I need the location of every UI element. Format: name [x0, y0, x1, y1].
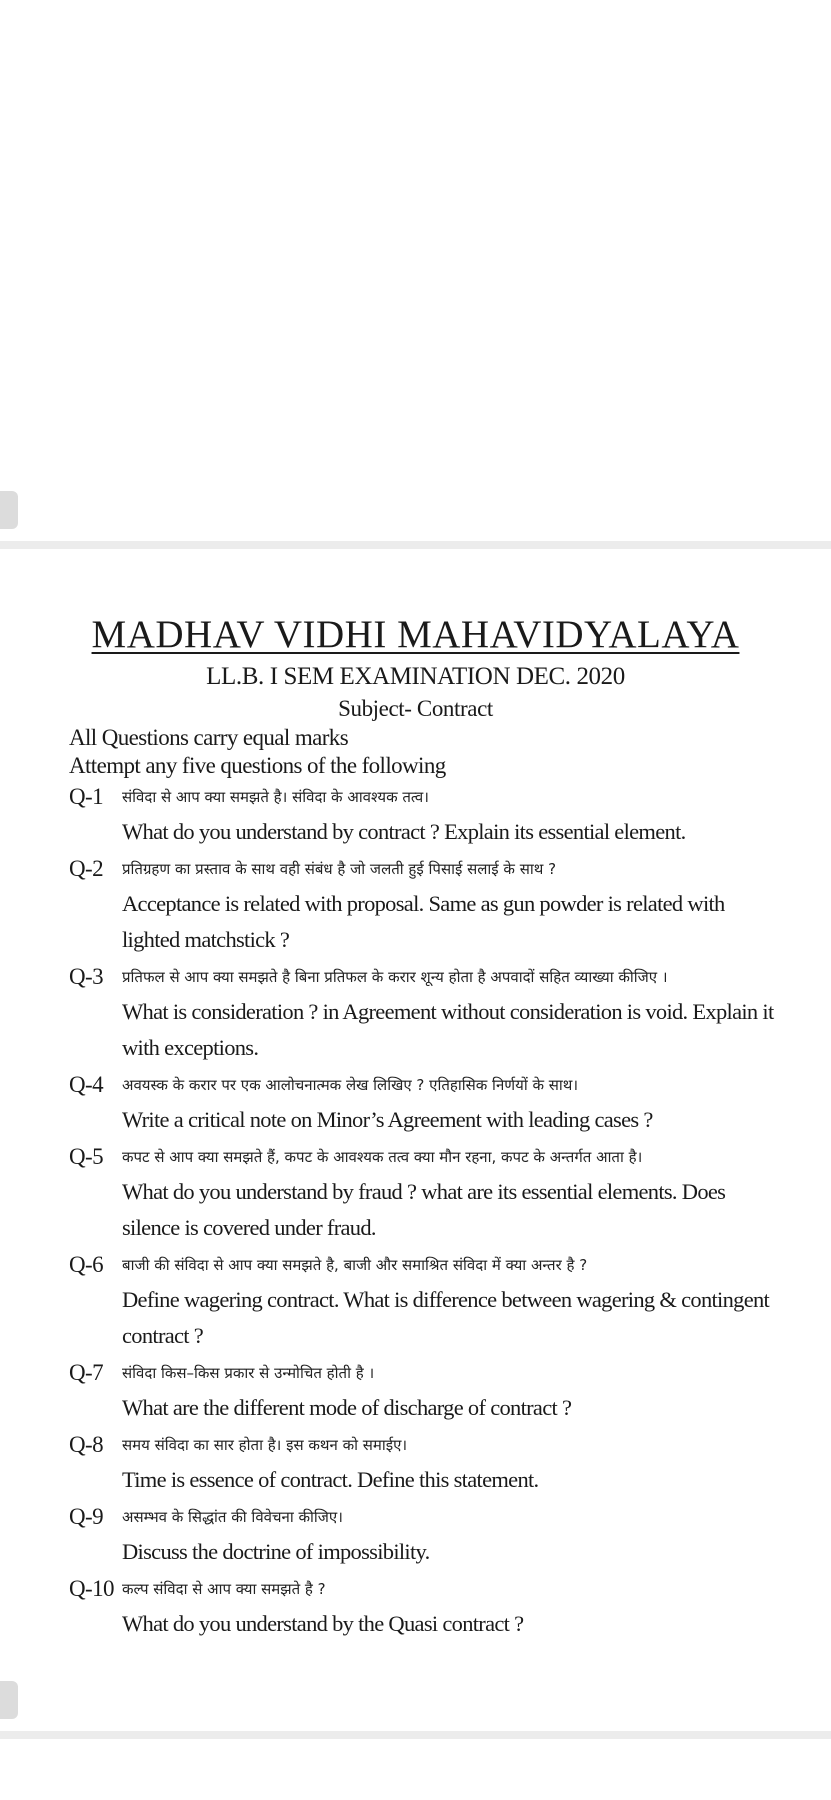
question-hindi-text: असम्भव के सिद्धांत की विवेचना कीजिए। — [122, 1508, 343, 1526]
question-6 — [69, 1248, 779, 1356]
question-number: Q-7 — [69, 1360, 103, 1385]
question-number: Q-3 — [69, 964, 103, 989]
instruction-marks: All Questions carry equal marks — [69, 725, 349, 750]
subject-line: Subject- Contract — [338, 696, 493, 721]
question-2 — [69, 852, 779, 960]
question-5 — [69, 1140, 779, 1248]
question-hindi-text: कल्प संविदा से आप क्या समझते है ? — [122, 1580, 326, 1598]
question-english-text: Time is essence of contract. Define this statement. — [122, 1467, 539, 1492]
question-hindi-text: बाजी की संविदा से आप क्या समझते है, बाजी और समाश्रित संविदा में क्या अन्तर है ? — [122, 1256, 588, 1274]
question-7 — [69, 1356, 779, 1428]
instruction-attempt: Attempt any five questions of the following — [69, 753, 446, 778]
exam-title: LL.B. I SEM EXAMINATION DEC. 2020 — [206, 663, 625, 690]
question-hindi-text: अवयस्क के करार पर एक आलोचनात्मक लेख लिखिए ? एतिहासिक निर्णयों के साथ। — [122, 1076, 579, 1094]
question-number: Q-2 — [69, 856, 103, 881]
question-english-text: Discuss the doctrine of impossibility. — [122, 1539, 430, 1564]
question-number: Q-5 — [69, 1144, 103, 1169]
college-title: MADHAV VIDHI MAHAVIDYALAYA — [91, 613, 740, 656]
question-english-text: What are the different mode of discharge of contract ? — [122, 1395, 572, 1420]
page-scroll-handle-bottom[interactable] — [0, 1681, 18, 1719]
question-number: Q-8 — [69, 1432, 103, 1457]
exam-paper — [0, 612, 831, 1644]
page-divider-top — [0, 541, 831, 549]
question-1 — [69, 780, 779, 852]
question-number: Q-9 — [69, 1504, 103, 1529]
question-8 — [69, 1428, 779, 1500]
question-english-text: Define wagering contract. What is difference between wagering & contingent contract ? — [122, 1287, 770, 1348]
question-10 — [69, 1572, 779, 1644]
question-number: Q-1 — [69, 784, 103, 809]
question-hindi-text: संविदा किस–किस प्रकार से उन्मोचित होती है । — [122, 1364, 375, 1382]
question-number: Q-6 — [69, 1252, 103, 1277]
page-divider-bottom — [0, 1731, 831, 1739]
question-english-text: What do you understand by contract ? Explain its essential element. — [122, 819, 686, 844]
question-number: Q-10 — [69, 1576, 114, 1601]
question-hindi-text: प्रतिग्रहण का प्रस्ताव के साथ वही संबंध है जो जलती हुई पिसाई सलाई के साथ ? — [122, 860, 557, 878]
question-english-text: Acceptance is related with proposal. Same as gun powder is related with lighted matchstick ? — [122, 891, 725, 952]
question-4 — [69, 1068, 779, 1140]
question-3 — [69, 960, 779, 1068]
page-scroll-handle-top[interactable] — [0, 491, 18, 529]
question-hindi-text: संविदा से आप क्या समझते है। संविदा के आवश्यक तत्व। — [122, 788, 429, 806]
question-english-text: What do you understand by the Quasi contract ? — [122, 1611, 524, 1636]
question-english-text: What is consideration ? in Agreement without consideration is void. Explain it with exceptions. — [122, 999, 774, 1060]
question-9 — [69, 1500, 779, 1572]
question-english-text: Write a critical note on Minor’s Agreement with leading cases ? — [122, 1107, 653, 1132]
question-hindi-text: प्रतिफल से आप क्या समझते है बिना प्रतिफल के करार शून्य होता है अपवादों सहित व्याख्या कीजिए । — [122, 968, 668, 986]
question-hindi-text: कपट से आप क्या समझते हैं, कपट के आवश्यक तत्व क्या मौन रहना, कपट के अन्तर्गत आता है। — [122, 1148, 643, 1166]
question-number: Q-4 — [69, 1072, 103, 1097]
question-hindi-text: समय संविदा का सार होता है। इस कथन को समाईए। — [122, 1436, 408, 1454]
question-english-text: What do you understand by fraud ? what are its essential elements. Does silence is covered under fraud. — [122, 1179, 726, 1240]
